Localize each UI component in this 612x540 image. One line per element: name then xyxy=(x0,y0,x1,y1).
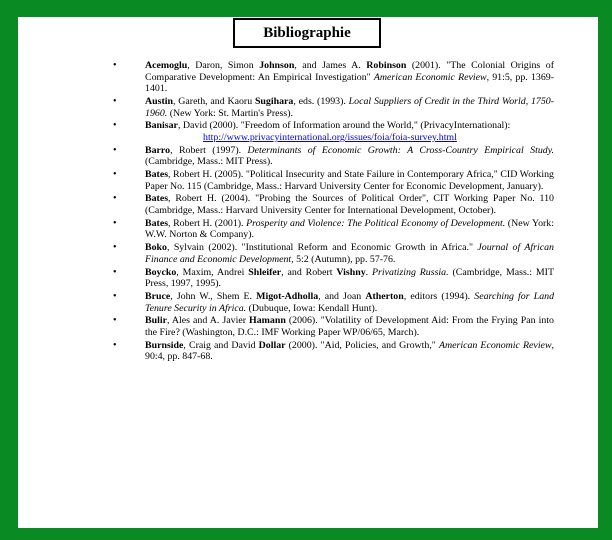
publication-title: American Economic Review xyxy=(373,71,487,83)
entry-text: (Cambridge, Mass.: MIT Press, 1997, 1995). xyxy=(145,266,554,290)
entry-text: (2006). "Volatility of Development Aid: From the Frying Pan into the Fire? (Washington, D.C.: IMF Working Paper WP/06/65, March). xyxy=(145,315,554,338)
entry-text: , eds. (1993). xyxy=(293,95,349,107)
entry-text: , and James A. xyxy=(294,60,367,71)
entry-text: , and Joan xyxy=(318,290,366,302)
bibliography-entry xyxy=(113,193,554,216)
entry-text: , Robert (1997). xyxy=(170,144,248,156)
author-surname: Bates xyxy=(145,217,169,229)
bullet-icon: • xyxy=(113,120,117,132)
author-surname: Acemoglu xyxy=(145,60,188,71)
bibliography-entry xyxy=(113,120,554,143)
bibliography-entry xyxy=(113,169,554,192)
bibliography-entry xyxy=(113,315,554,338)
bullet-icon: • xyxy=(113,339,117,351)
entry-text: (Dubuque, Iowa: Kendall Hunt). xyxy=(246,302,378,314)
entry-text: (2000). "Aid, Policies, and Growth," xyxy=(285,339,439,351)
entry-text: , Robert H. (2001). xyxy=(168,217,247,229)
entry-text: (Cambridge, Mass.: MIT Press). xyxy=(145,156,273,168)
entry-text: , 91:5, pp. 1369-1401. xyxy=(145,71,554,95)
bullet-icon: • xyxy=(113,217,117,229)
author-surname: Vishny xyxy=(336,266,366,278)
author-surname: Burnside xyxy=(145,339,184,351)
entry-text: (2001). "The Colonial Origins of Comparative Development: An Empirical Investigation" xyxy=(145,60,554,83)
entry-text: , Craig and David xyxy=(183,339,259,351)
bibliography-entry xyxy=(113,218,554,241)
author-surname: Migot-Adholla xyxy=(256,290,319,302)
entry-text: (New York: W.W. Norton & Company). xyxy=(145,217,554,241)
bibliography-entry xyxy=(113,145,554,168)
author-surname: Boycko xyxy=(145,266,177,278)
author-surname: Dollar xyxy=(258,339,286,351)
entry-text: , Daron, Simon xyxy=(187,60,260,71)
publication-title: Searching for Land Tenure Security in Africa. xyxy=(145,290,555,314)
entry-text: , Robert H. (2004). "Probing the Sources of Political Order", CIT Working Paper No. 110 (Cambridge, Mass.: Harvard University Center for International Development, October). xyxy=(145,193,554,217)
title-box xyxy=(233,18,381,48)
publication-title: Journal of African Finance and Economic Development xyxy=(145,242,554,265)
entry-text: , 5:2 (Autumn), pp. 57-76. xyxy=(291,253,396,265)
bullet-icon: • xyxy=(113,60,117,71)
bibliography-entry xyxy=(113,242,554,265)
entry-text: , and Robert xyxy=(281,266,337,278)
bullet-icon: • xyxy=(113,193,117,205)
bibliography-entry xyxy=(113,291,554,314)
entry-text: . xyxy=(365,266,372,278)
entry-text: , Robert H. (2005). "Political Insecurity and State Failure in Contemporary Africa," CID Working Paper No. 115 (Cambridge, Mass.: Harvard University Center for Economic Development, January). xyxy=(145,169,554,192)
bibliography-entry xyxy=(113,96,554,119)
author-surname: Shleifer xyxy=(248,266,282,278)
author-surname: Atherton xyxy=(365,290,404,302)
publication-title: Prosperity and Violence: The Political Economy of Development. xyxy=(246,217,506,229)
bullet-icon: • xyxy=(113,315,117,327)
bibliography-entry xyxy=(113,267,554,290)
author-surname: Sugihara xyxy=(254,95,294,107)
bibliography-list xyxy=(113,60,554,364)
author-surname: Boko xyxy=(145,242,167,254)
author-surname: Hamann xyxy=(249,315,286,327)
bullet-icon: • xyxy=(113,169,117,181)
author-surname: Barro xyxy=(145,144,171,156)
publication-title: Privatizing Russia. xyxy=(372,266,449,278)
bibliography-entry xyxy=(113,340,554,363)
link-text[interactable]: http://www.privacyinternational.org/issues/foia/foia-survey.html xyxy=(203,131,457,143)
publication-title: American Economic Review xyxy=(438,339,552,351)
author-surname: Bruce xyxy=(145,290,171,302)
entry-text: , 90:4, pp. 847-68. xyxy=(145,339,554,363)
entry-text: , Gareth, and Kaoru xyxy=(173,95,255,107)
author-surname: Johnson xyxy=(259,60,295,71)
author-surname: Bates xyxy=(145,169,169,181)
bullet-icon: • xyxy=(113,144,117,156)
author-surname: Austin xyxy=(145,95,173,107)
bullet-icon: • xyxy=(113,290,117,302)
bullet-icon: • xyxy=(113,266,117,278)
entry-text: , editors (1994). xyxy=(403,290,475,302)
bullet-icon: • xyxy=(113,242,117,254)
publication-title: Determinants of Economic Growth: A Cross-Country Empirical Study. xyxy=(247,144,554,156)
entry-text: , Ales and A. Javier xyxy=(166,315,250,327)
author-surname: Bulir xyxy=(145,315,167,327)
author-surname: Bates xyxy=(145,193,169,205)
entry-text: (New York: St. Martin's Press). xyxy=(167,107,293,119)
author-surname: Banisar xyxy=(145,120,178,132)
entry-text: , John W., Shem E. xyxy=(170,290,257,302)
bullet-icon: • xyxy=(113,95,117,107)
publication-title: Local Suppliers of Credit in the Third World, 1750-1960. xyxy=(145,95,554,119)
entry-text: , Maxim, Andrei xyxy=(176,266,249,278)
foia-survey-link[interactable] xyxy=(35,132,554,144)
entry-text: , David (2000). "Freedom of Information around the World," (PrivacyInternational): xyxy=(177,120,511,132)
bibliography-entry xyxy=(113,60,554,95)
page-title: Bibliographie xyxy=(263,24,351,41)
entry-text: , Sylvain (2002). "Institutional Reform and Economic Growth in Africa." xyxy=(166,242,478,254)
author-surname: Robinson xyxy=(366,60,407,71)
